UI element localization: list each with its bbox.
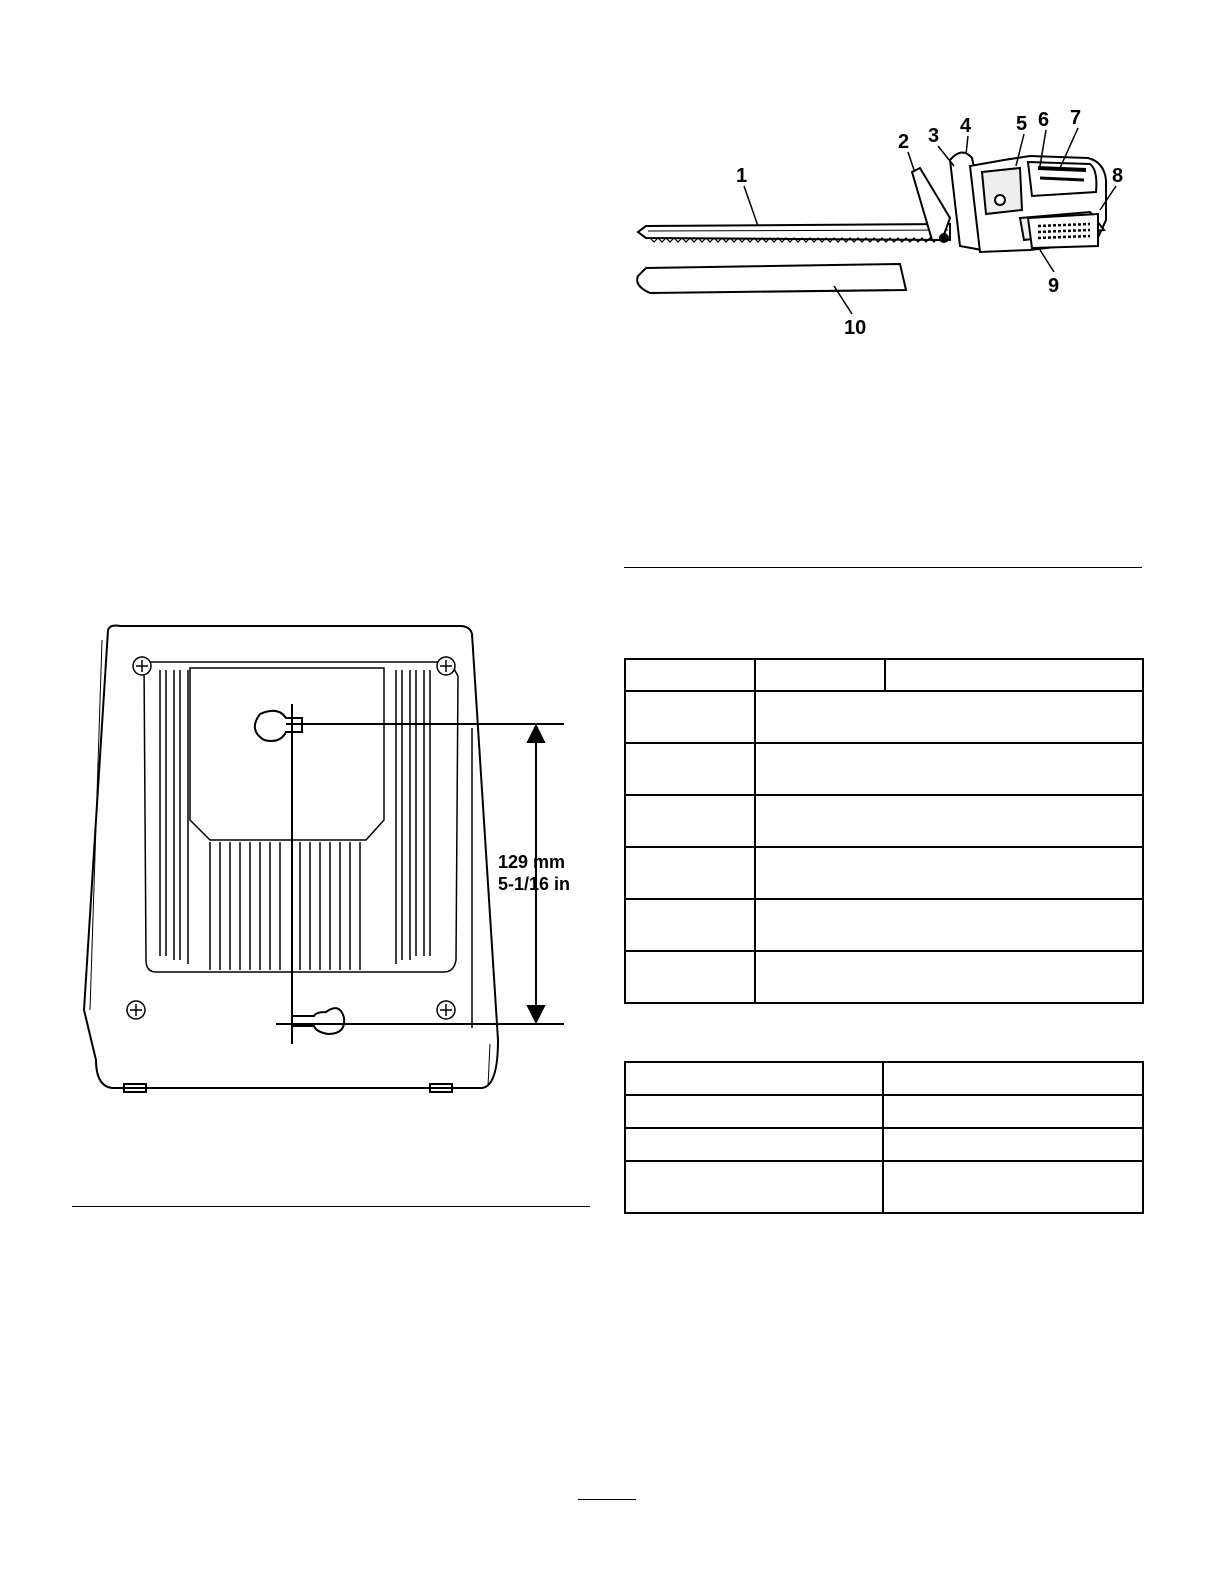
table-row <box>625 1128 1143 1161</box>
specifications-table <box>624 658 1144 1004</box>
table-cell <box>625 1161 883 1213</box>
callout-2: 2 <box>898 131 910 153</box>
table-cell <box>625 1095 883 1128</box>
table-cell <box>625 899 755 951</box>
table-cell <box>625 795 755 847</box>
callout-7: 7 <box>1070 107 1082 129</box>
hedge-trimmer-figure <box>620 100 1140 350</box>
table-cell <box>755 847 1143 899</box>
callout-5: 5 <box>1016 113 1028 135</box>
dimension-label <box>498 852 570 894</box>
page-number-rule <box>578 1499 636 1500</box>
trimmer-body <box>912 152 1106 252</box>
table-cell <box>883 1095 1143 1128</box>
callout-4: 4 <box>960 115 972 137</box>
table-cell <box>755 743 1143 795</box>
table-row <box>625 1161 1143 1213</box>
callout-10: 10 <box>844 317 867 339</box>
table-cell <box>755 951 1143 1003</box>
table-header-row <box>625 659 1143 691</box>
table-cell <box>883 1062 1143 1095</box>
trimmer-blade <box>638 224 950 242</box>
table-row <box>625 951 1143 1003</box>
vent-panel <box>144 662 458 972</box>
table-cell <box>883 1161 1143 1213</box>
table-row <box>625 899 1143 951</box>
table-cell <box>625 1062 883 1095</box>
table-row <box>625 1095 1143 1128</box>
table-header-cell <box>885 659 1143 691</box>
dimension-mm: 129 mm <box>498 852 566 872</box>
table-cell <box>625 1128 883 1161</box>
table-cell <box>883 1128 1143 1161</box>
callout-3: 3 <box>928 125 940 147</box>
callout-6: 6 <box>1038 109 1050 131</box>
table-cell <box>625 691 755 743</box>
table-row <box>625 795 1143 847</box>
table-cell <box>755 795 1143 847</box>
callout-1: 1 <box>736 165 748 187</box>
table-cell <box>625 847 755 899</box>
table-row <box>625 691 1143 743</box>
table-header-cell <box>755 659 885 691</box>
table-cell <box>625 951 755 1003</box>
second-table <box>624 1061 1144 1214</box>
callout-8: 8 <box>1112 165 1124 187</box>
callout-9: 9 <box>1048 275 1060 297</box>
dimension-in: 5-1/16 in <box>498 874 571 894</box>
table-row <box>625 1062 1143 1095</box>
table-cell <box>625 743 755 795</box>
section-divider-left <box>72 1206 590 1207</box>
table-row <box>625 743 1143 795</box>
section-divider-right <box>624 567 1142 568</box>
charger-mounting-figure <box>80 620 580 1100</box>
table-header-cell <box>625 659 755 691</box>
table-row <box>625 847 1143 899</box>
blade-sheath <box>637 264 906 293</box>
table-cell <box>755 691 1143 743</box>
table-cell <box>755 899 1143 951</box>
